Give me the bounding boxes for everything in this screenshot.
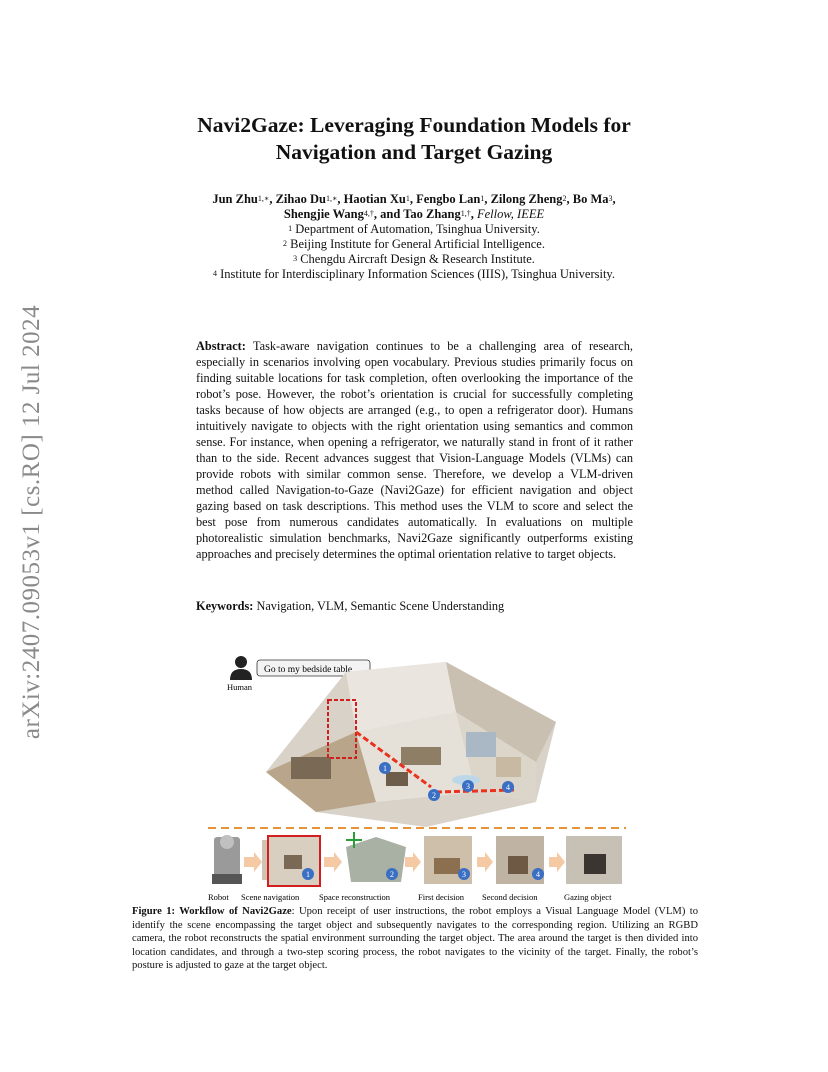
human-label: Human: [227, 682, 253, 692]
keywords-label: Keywords:: [196, 599, 254, 613]
house-cutaway-image: [266, 662, 556, 827]
stage-arrow: [244, 852, 262, 872]
gazing-object-image: [566, 836, 622, 884]
affiliation: $^1$ Department of Automation, Tsinghua University.: [288, 222, 540, 236]
svg-text:1: 1: [306, 870, 310, 879]
author-line-1: [150, 192, 678, 207]
path-marker: [379, 762, 391, 774]
arxiv-identifier: arXiv:2407.09053v1 [cs.RO] 12 Jul 2024: [18, 304, 45, 740]
affiliation: $^2$ Beijing Institute for General Artificial Intelligence.: [283, 237, 545, 251]
title-line-2: Navigation and Target Gazing: [275, 140, 553, 164]
human-icon: [230, 656, 252, 680]
space-reconstruction-image: [346, 832, 406, 882]
keywords-text: Navigation, VLM, Semantic Scene Understanding: [256, 599, 505, 613]
second-decision-image: [496, 836, 544, 884]
caption-label: Figure 1: Workflow of Navi2Gaze: [132, 906, 292, 917]
workflow-figure: [196, 652, 636, 902]
stage-label-robot: Robot: [208, 892, 229, 902]
author-line-2: [150, 207, 678, 222]
abstract: [196, 338, 633, 562]
abstract-text: Task-aware navigation continues to be a challenging area of research, especially in scenarios involving open vocabulary. Previous studies primarily focus on finding suitable locations for task completion, often overlooking the importance of the robot’s pose. However, the robot’s orientation is crucial for successfully completing tasks because of how objects are arranged (e.g., to open a refrigerator door). Humans intuitively navigate to objects with the right orientation using semantics and common sense. For instance, when opening a refrigerator, we naturally stand in front of it rather than to the side. Recent advances suggest that Vision-Language Models (VLMs) can provide robots with similar common sense. Therefore, we develop a VLM-driven method called Navigation-to-Gaze (Navi2Gaze) for efficient navigation and object gazing based on task descriptions. This method uses the VLM to score and select the best pose from numerous candidates automatically. In evaluations on multiple photorealistic simulation benchmarks, Navi2Gaze significantly outperforms existing approaches and precisely determines the optimal orientation relative to target objects.: [196, 339, 633, 561]
stage-arrow: [477, 852, 493, 872]
author: Zilong Zheng$^2$,: [490, 192, 573, 206]
instruction-text: Go to my bedside table: [264, 665, 353, 675]
svg-text:4: 4: [536, 870, 540, 879]
paper-title: [120, 112, 708, 166]
svg-text:3: 3: [466, 782, 470, 791]
caption-text: : Upon receipt of user instructions, the robot employs a Visual Language Model (VLM) to identify the scene encompassing the target object and subsequently navigates to the corresponding region. Utilizing an RGBD camera, the robot reconstructs the spatial environment surrounding the target object. The area around the target is then divided into location candidates, and through a two-step scoring process, the robot navigates to the vicinity of the target. Finally, the robot’s posture is adjusted to gaze at the target object.: [132, 906, 698, 971]
stage-arrow: [324, 852, 342, 872]
affiliation: $^3$ Chengdu Aircraft Design & Research Institute.: [293, 252, 535, 266]
svg-text:3: 3: [462, 870, 466, 879]
keywords: [196, 599, 633, 614]
author-fellow: Fellow, IEEE: [477, 207, 545, 221]
author: Bo Ma$^3$,: [572, 192, 616, 206]
scene-navigation-image: [262, 836, 320, 886]
stage-arrow: [549, 852, 565, 872]
affiliation: $^4$ Institute for Interdisciplinary Information Sciences (IIIS), Tsinghua University.: [213, 267, 615, 281]
svg-text:2: 2: [390, 870, 394, 879]
svg-text:1: 1: [383, 764, 387, 773]
stage-label-gazing-object: Gazing object: [564, 892, 612, 902]
stage-arrow: [405, 852, 421, 872]
abstract-label: Abstract:: [196, 339, 246, 353]
path-marker: [462, 780, 474, 792]
stage-label-space-reconstruction: Space reconstruction: [319, 892, 391, 902]
author: Haotian Xu$^1$,: [343, 192, 417, 206]
svg-text:4: 4: [506, 783, 510, 792]
author: Jun Zhu$^{1,∗}$,: [212, 192, 276, 206]
author: Shengjie Wang$^{4,\dagger}$, and: [283, 207, 404, 221]
path-marker: [428, 789, 440, 801]
robot-image: [212, 835, 242, 884]
author-block: [150, 192, 678, 282]
author: Fengbo Lan$^1$,: [416, 192, 491, 206]
author: Tao Zhang$^{1,\dagger}$,: [403, 207, 477, 221]
first-decision-image: [424, 836, 472, 884]
title-line-1: Navi2Gaze: Leveraging Foundation Models for: [197, 113, 631, 137]
stage-label-first-decision: First decision: [418, 892, 465, 902]
stage-label-scene-navigation: Scene navigation: [241, 892, 300, 902]
author: Zihao $Du^{1,∗}$,: [275, 192, 344, 206]
path-marker: [502, 781, 514, 793]
svg-text:2: 2: [432, 791, 436, 800]
stage-label-second-decision: Second decision: [482, 892, 538, 902]
figure-caption: [132, 905, 698, 973]
